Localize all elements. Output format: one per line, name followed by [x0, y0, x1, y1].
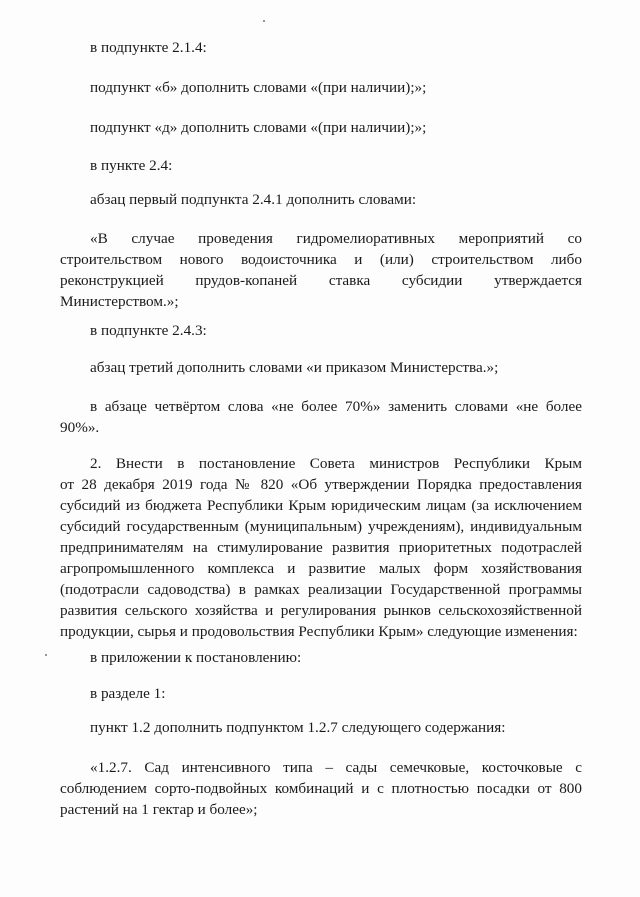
text-line: от 28 декабря 2019 года № 820 «Об утверждении Порядка предоставления	[60, 476, 582, 493]
text-line: 90%».	[60, 419, 100, 436]
paragraph-subpoint-d: подпункт «д» дополнить словами «(при наличии);»;	[90, 119, 427, 136]
text-line: в абзаце четвёртом слова «не более 70%» заменить словами «не более	[90, 398, 582, 415]
text-line: субсидий государственным (муниципальным) учреждениям), индивидуальным	[60, 518, 582, 535]
paragraph-point-2-4: в пункте 2.4:	[90, 157, 173, 174]
paragraph-subpoint-b: подпункт «б» дополнить словами «(при наличии);»;	[90, 79, 427, 96]
text-line: строительством нового водоисточника и (или) строительством либо	[60, 251, 582, 268]
text-line: «1.2.7. Сад интенсивного типа – сады семечковые, косточковые с	[90, 759, 582, 776]
text-line: «В случае проведения гидромелиоративных мероприятий со	[90, 230, 582, 247]
paragraph-subpoint-2-4-3: в подпункте 2.4.3:	[90, 322, 207, 339]
text-line: агропромышленного комплекса и развитие малых форм хозяйствования	[60, 560, 582, 577]
paragraph-item-2	[60, 453, 582, 642]
text-line: Министерством.»;	[60, 293, 179, 310]
paragraph-fourth-abzac	[60, 396, 582, 438]
paragraph-quote-hydromelioration	[60, 228, 582, 312]
text-line: предпринимателям на стимулирование развития приоритетных подотраслей	[60, 539, 582, 556]
paragraph-appendix: в приложении к постановлению:	[90, 649, 302, 666]
text-line: продукции, сырья и продовольствия Республики Крым» следующие изменения:	[60, 623, 578, 640]
paragraph-third-abzac: абзац третий дополнить словами «и приказом Министерства.»;	[90, 359, 499, 376]
paragraph-point-1-2: пункт 1.2 дополнить подпунктом 1.2.7 следующего содержания:	[90, 719, 506, 736]
paragraph-quote-1-2-7	[60, 757, 582, 820]
text-line: 2. Внести в постановление Совета министров Республики Крым	[90, 455, 582, 472]
paragraph-section-1: в разделе 1:	[90, 685, 166, 702]
text-line: развития сельского хозяйства и регулирования рынков сельскохозяйственной	[60, 602, 582, 619]
text-line: (подотрасли садоводства) в рамках реализации Государственной программы	[60, 581, 582, 598]
text-line: субсидий из бюджета Республики Крым юридическим лицам (за исключением	[60, 497, 582, 514]
paragraph-subpoint-2-1-4: в подпункте 2.1.4:	[90, 39, 207, 56]
scan-speck	[263, 20, 265, 22]
text-line: реконструкцией прудов-копаней ставка субсидии утверждается	[60, 272, 582, 289]
paragraph-subpoint-2-4-1: абзац первый подпункта 2.4.1 дополнить словами:	[90, 191, 417, 208]
text-line: растений на 1 гектар и более»;	[60, 801, 258, 818]
text-line: соблюдением сорто-подвойных комбинаций и с плотностью посадки от 800	[60, 780, 582, 797]
scan-speck	[45, 654, 47, 656]
